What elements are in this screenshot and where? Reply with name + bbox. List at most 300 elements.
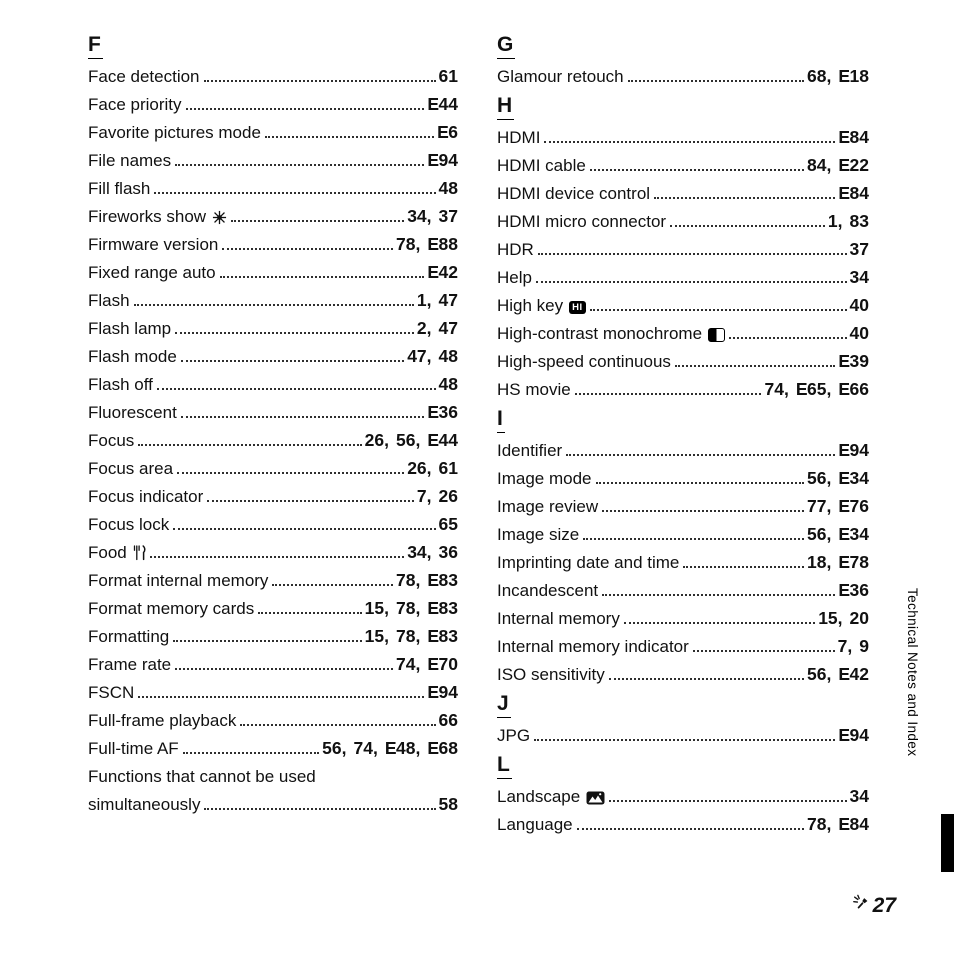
page-ref: 78 bbox=[396, 626, 416, 646]
page-refs bbox=[807, 496, 869, 517]
dot-leader bbox=[590, 309, 847, 311]
page-refs bbox=[396, 234, 458, 255]
section-letter: J bbox=[497, 693, 511, 718]
page-ref: E70 bbox=[427, 654, 458, 674]
ref-separator: , bbox=[783, 379, 789, 399]
dot-leader bbox=[265, 136, 434, 138]
ref-separator: , bbox=[826, 552, 832, 572]
entry-label: HDMI device control bbox=[497, 183, 651, 203]
page-ref: 68 bbox=[807, 66, 827, 86]
reference-section-icon: E bbox=[838, 814, 850, 834]
technical-notes-page-icon bbox=[852, 894, 870, 918]
index-entry-row bbox=[497, 657, 869, 685]
dot-leader bbox=[602, 510, 804, 512]
dot-leader bbox=[157, 388, 436, 390]
ref-separator: , bbox=[384, 626, 389, 646]
dot-leader bbox=[154, 192, 435, 194]
page-ref: 9 bbox=[859, 636, 869, 656]
index-entry-row bbox=[88, 59, 458, 87]
dot-leader bbox=[175, 668, 393, 670]
page-ref: 36 bbox=[438, 542, 458, 562]
index-entry-row bbox=[88, 283, 458, 311]
page-ref: E94 bbox=[838, 440, 869, 460]
page-ref: 40 bbox=[849, 323, 869, 343]
index-entry-row bbox=[88, 731, 458, 759]
entry-label: Landscape bbox=[497, 786, 581, 806]
ref-separator: , bbox=[426, 206, 432, 226]
dot-leader bbox=[258, 612, 361, 614]
dot-leader bbox=[590, 169, 804, 171]
entry-label: Firmware version bbox=[88, 234, 219, 254]
reference-section-icon: E bbox=[838, 496, 850, 516]
index-entry-row bbox=[88, 507, 458, 535]
dot-leader bbox=[240, 724, 435, 726]
reference-section-icon: E bbox=[838, 725, 850, 745]
dot-leader bbox=[181, 416, 425, 418]
entry-label: High-speed continuous bbox=[497, 351, 671, 371]
page-refs bbox=[427, 94, 458, 115]
page-refs bbox=[838, 636, 869, 657]
page-refs bbox=[407, 542, 458, 563]
entry-label: Image review bbox=[497, 496, 599, 516]
page-refs bbox=[439, 514, 458, 535]
page-ref: 37 bbox=[438, 206, 458, 226]
ref-separator: , bbox=[426, 542, 432, 562]
reference-section-icon: E bbox=[838, 379, 850, 399]
entry-label: Fixed range auto bbox=[88, 262, 216, 282]
index-entry-row bbox=[497, 601, 869, 629]
index-entry-row bbox=[88, 87, 458, 115]
page-ref: E22 bbox=[838, 155, 869, 175]
ref-separator: , bbox=[415, 738, 421, 758]
page-refs bbox=[396, 654, 458, 675]
ref-separator: , bbox=[826, 155, 832, 175]
page-ref: 74 bbox=[764, 379, 784, 399]
page-ref: 34 bbox=[849, 786, 869, 806]
dot-leader bbox=[204, 808, 435, 810]
ref-separator: , bbox=[384, 598, 389, 618]
page-refs bbox=[396, 570, 458, 591]
page-refs bbox=[850, 239, 869, 260]
entry-label: Focus indicator bbox=[88, 486, 204, 506]
section-heading bbox=[497, 746, 869, 779]
page-refs bbox=[407, 206, 458, 227]
page-refs bbox=[807, 552, 869, 573]
page-ref: E94 bbox=[838, 725, 869, 745]
dot-leader bbox=[231, 220, 404, 222]
index-entry-row bbox=[88, 619, 458, 647]
index-entry-row bbox=[497, 176, 869, 204]
dot-leader bbox=[596, 482, 805, 484]
page-ref: E84 bbox=[838, 127, 869, 147]
page-ref: 26 bbox=[364, 430, 385, 450]
entry-label: Image size bbox=[497, 524, 580, 544]
entry-label: FSCN bbox=[88, 682, 135, 702]
page-ref: 61 bbox=[438, 66, 458, 86]
reference-section-icon: E bbox=[384, 738, 396, 758]
entry-label: Full-frame playback bbox=[88, 710, 237, 730]
reference-section-icon: E bbox=[427, 94, 439, 114]
entry-label: Help bbox=[497, 267, 532, 287]
index-entry-row bbox=[88, 199, 458, 227]
page-refs bbox=[850, 786, 869, 807]
ref-separator: , bbox=[826, 66, 832, 86]
page-ref: 77 bbox=[807, 496, 827, 516]
reference-section-icon: E bbox=[437, 122, 449, 142]
dot-leader bbox=[675, 365, 835, 367]
dot-leader bbox=[134, 304, 414, 306]
ref-separator: , bbox=[826, 379, 832, 399]
page-ref: E68 bbox=[427, 738, 458, 758]
chapter-tab-marker bbox=[941, 814, 954, 872]
page-ref: E42 bbox=[838, 664, 869, 684]
index-entry-row bbox=[497, 461, 869, 489]
index-entry-row bbox=[88, 563, 458, 591]
dot-leader bbox=[575, 393, 762, 395]
page-refs bbox=[437, 122, 458, 143]
dot-leader bbox=[138, 696, 424, 698]
ref-separator: , bbox=[415, 654, 421, 674]
index-entry-row bbox=[497, 288, 869, 316]
entry-label: Format memory cards bbox=[88, 598, 255, 618]
index-entry-row bbox=[497, 260, 869, 288]
entry-label: File names bbox=[88, 150, 172, 170]
dot-leader bbox=[138, 444, 361, 446]
entry-label: High key bbox=[497, 295, 564, 315]
entry-label: Fireworks show bbox=[88, 206, 207, 226]
page-ref: 2 bbox=[416, 318, 427, 338]
dot-leader bbox=[628, 80, 804, 82]
index-entry-row bbox=[88, 367, 458, 395]
entry-label: Frame rate bbox=[88, 654, 172, 674]
section-letter: G bbox=[497, 34, 515, 59]
index-entry-row bbox=[88, 339, 458, 367]
index-entry-row bbox=[497, 718, 869, 746]
index-entry-row bbox=[88, 535, 458, 563]
page-ref: 78 bbox=[396, 570, 416, 590]
entry-label: Image mode bbox=[497, 468, 592, 488]
dot-leader bbox=[729, 337, 847, 339]
page-refs bbox=[838, 440, 869, 461]
ref-separator: , bbox=[415, 570, 421, 590]
page-ref: 48 bbox=[438, 178, 458, 198]
dot-leader bbox=[538, 253, 847, 255]
index-entry-row bbox=[88, 703, 458, 731]
page-ref: E6 bbox=[437, 122, 458, 142]
page-ref: 15 bbox=[364, 598, 385, 618]
page-ref: E44 bbox=[427, 94, 458, 114]
page-ref: 78 bbox=[396, 598, 416, 618]
index-entry-row bbox=[497, 232, 869, 260]
index-entry-row bbox=[88, 787, 458, 815]
dot-leader bbox=[683, 566, 804, 568]
page-ref: 7 bbox=[837, 636, 848, 656]
page-ref: 66 bbox=[438, 710, 458, 730]
index-entry-row bbox=[88, 311, 458, 339]
page-refs bbox=[439, 374, 458, 395]
entry-label: Flash lamp bbox=[88, 318, 172, 338]
page-refs bbox=[365, 626, 458, 647]
page-ref: 40 bbox=[849, 295, 869, 315]
landscape-icon bbox=[586, 791, 605, 805]
page-refs bbox=[838, 127, 869, 148]
index-column-left bbox=[88, 26, 458, 815]
page-ref: E34 bbox=[838, 468, 869, 488]
index-entry-row bbox=[497, 489, 869, 517]
dot-leader bbox=[670, 225, 825, 227]
dot-leader bbox=[150, 556, 404, 558]
reference-section-icon: E bbox=[838, 127, 850, 147]
fireworks-icon bbox=[212, 210, 227, 225]
page-ref: 48 bbox=[438, 346, 458, 366]
ref-separator: , bbox=[826, 524, 832, 544]
page-number-text: 27 bbox=[872, 894, 896, 917]
reference-section-icon: E bbox=[838, 155, 850, 175]
entry-label: Flash mode bbox=[88, 346, 177, 366]
page-ref: 20 bbox=[849, 608, 869, 628]
ref-separator: , bbox=[415, 430, 421, 450]
ref-separator: , bbox=[426, 458, 432, 478]
page-refs bbox=[322, 738, 458, 759]
ref-separator: , bbox=[826, 468, 832, 488]
page-ref: 58 bbox=[438, 794, 458, 814]
index-entry-row bbox=[497, 148, 869, 176]
dot-leader bbox=[609, 800, 846, 802]
page-refs bbox=[838, 725, 869, 746]
entry-label: HDMI bbox=[497, 127, 541, 147]
ref-separator: , bbox=[341, 738, 347, 758]
entry-label: Fluorescent bbox=[88, 402, 177, 422]
page-ref: 34 bbox=[849, 267, 869, 287]
page-refs bbox=[807, 814, 869, 835]
entry-label: Internal memory indicator bbox=[497, 636, 689, 656]
section-heading bbox=[497, 685, 869, 718]
reference-section-icon: E bbox=[427, 570, 439, 590]
reference-section-icon: E bbox=[838, 66, 850, 86]
index-entry-row bbox=[88, 395, 458, 423]
page-ref: E76 bbox=[838, 496, 869, 516]
dot-leader bbox=[624, 622, 815, 624]
page-refs bbox=[838, 580, 869, 601]
index-entry-row bbox=[497, 316, 869, 344]
reference-section-icon: E bbox=[838, 552, 850, 572]
entry-label: Focus lock bbox=[88, 514, 170, 534]
index-entry-row bbox=[88, 423, 458, 451]
page-ref: E83 bbox=[427, 626, 458, 646]
index-entry-row bbox=[497, 573, 869, 601]
ref-separator: , bbox=[426, 346, 432, 366]
page-refs bbox=[807, 155, 869, 176]
dot-leader bbox=[177, 472, 404, 474]
page-refs bbox=[838, 183, 869, 204]
dot-leader bbox=[181, 360, 404, 362]
ref-separator: , bbox=[837, 211, 843, 231]
page-refs bbox=[417, 290, 458, 311]
page-ref: 34 bbox=[407, 206, 427, 226]
entry-label: Identifier bbox=[497, 440, 563, 460]
ref-separator: , bbox=[826, 664, 832, 684]
page-ref: 74 bbox=[396, 654, 416, 674]
page-refs bbox=[417, 318, 458, 339]
section-letter: F bbox=[88, 34, 103, 59]
ref-separator: , bbox=[415, 626, 421, 646]
page-number bbox=[852, 894, 896, 918]
page-ref: E66 bbox=[838, 379, 869, 399]
page-refs bbox=[807, 66, 869, 87]
page-refs bbox=[439, 66, 458, 87]
reference-section-icon: E bbox=[427, 430, 439, 450]
page-ref: 56 bbox=[396, 430, 416, 450]
entry-label: Flash bbox=[88, 290, 130, 310]
index-entry-row bbox=[497, 372, 869, 400]
section-letter: L bbox=[497, 754, 512, 779]
index-entry-row bbox=[88, 171, 458, 199]
dot-leader bbox=[609, 678, 804, 680]
section-letter: I bbox=[497, 408, 505, 433]
index-entry-row bbox=[88, 647, 458, 675]
page-ref: E48 bbox=[384, 738, 416, 758]
page-ref: 1 bbox=[416, 290, 427, 310]
index-entry-row bbox=[88, 227, 458, 255]
index-entry-row bbox=[88, 591, 458, 619]
page-refs bbox=[764, 379, 869, 400]
dot-leader bbox=[220, 276, 425, 278]
reference-section-icon: E bbox=[838, 440, 850, 460]
page-ref: 83 bbox=[849, 211, 869, 231]
entry-label: Imprinting date and time bbox=[497, 552, 680, 572]
dot-leader bbox=[173, 640, 361, 642]
page-ref: E44 bbox=[427, 430, 458, 450]
index-entry-row bbox=[88, 759, 458, 787]
section-heading bbox=[497, 87, 869, 120]
dot-leader bbox=[534, 739, 835, 741]
high-contrast-monochrome-icon bbox=[708, 328, 725, 342]
page-refs bbox=[365, 430, 458, 451]
page-ref: E36 bbox=[838, 580, 869, 600]
page-ref: 26 bbox=[438, 486, 458, 506]
dot-leader bbox=[204, 80, 436, 82]
ref-separator: , bbox=[826, 814, 832, 834]
index-entry-row bbox=[497, 779, 869, 807]
ref-separator: , bbox=[415, 598, 421, 618]
page-ref: E42 bbox=[427, 262, 458, 282]
index-column-right bbox=[497, 26, 869, 835]
index-entry-row bbox=[88, 451, 458, 479]
page-ref: E34 bbox=[838, 524, 869, 544]
entry-label: HDMI cable bbox=[497, 155, 586, 175]
page-ref: E36 bbox=[427, 402, 458, 422]
high-key-icon: HI bbox=[569, 301, 586, 315]
index-entry-row bbox=[88, 479, 458, 507]
index-entry-row bbox=[88, 143, 458, 171]
page-ref: E84 bbox=[838, 183, 869, 203]
sidebar-chapter-label: Technical Notes and Index bbox=[905, 588, 920, 757]
entry-label: simultaneously bbox=[88, 794, 201, 814]
page-refs bbox=[407, 458, 458, 479]
food-icon bbox=[133, 545, 146, 561]
page-ref: 48 bbox=[438, 374, 458, 394]
ref-separator: , bbox=[415, 234, 421, 254]
ref-separator: , bbox=[426, 318, 432, 338]
page-refs bbox=[407, 346, 458, 367]
page-ref: E83 bbox=[427, 570, 458, 590]
entry-label: Full-time AF bbox=[88, 738, 179, 758]
dot-leader bbox=[183, 752, 319, 754]
entry-label: Favorite pictures mode bbox=[88, 122, 261, 142]
index-entry-row bbox=[88, 115, 458, 143]
ref-separator: , bbox=[372, 738, 378, 758]
entry-label: Flash off bbox=[88, 374, 153, 394]
reference-section-icon: E bbox=[838, 580, 850, 600]
page-ref: E65 bbox=[795, 379, 827, 399]
dot-leader bbox=[602, 594, 835, 596]
page-refs bbox=[807, 468, 869, 489]
page-ref: 56 bbox=[807, 664, 827, 684]
dot-leader bbox=[173, 528, 435, 530]
entry-label: Focus bbox=[88, 430, 135, 450]
dot-leader bbox=[222, 248, 393, 250]
page-ref: 61 bbox=[438, 458, 458, 478]
page-refs bbox=[439, 710, 458, 731]
page-refs bbox=[850, 267, 869, 288]
entry-label: HS movie bbox=[497, 379, 571, 399]
page-ref: 47 bbox=[407, 346, 427, 366]
ref-separator: , bbox=[847, 636, 853, 656]
index-entry-row bbox=[497, 344, 869, 372]
page-ref: E18 bbox=[838, 66, 869, 86]
reference-section-icon: E bbox=[427, 598, 439, 618]
page-ref: 7 bbox=[416, 486, 427, 506]
index-entry-row bbox=[497, 120, 869, 148]
page-refs bbox=[818, 608, 869, 629]
page-refs bbox=[807, 664, 869, 685]
page-ref: 15 bbox=[818, 608, 838, 628]
page-refs bbox=[427, 150, 458, 171]
dot-leader bbox=[654, 197, 835, 199]
entry-label: Glamour retouch bbox=[497, 66, 624, 86]
dot-leader bbox=[693, 650, 835, 652]
entry-label: ISO sensitivity bbox=[497, 664, 605, 684]
dot-leader bbox=[175, 332, 414, 334]
entry-label: HDR bbox=[497, 239, 534, 259]
page-refs bbox=[838, 351, 869, 372]
page-ref: E94 bbox=[427, 682, 458, 702]
reference-section-icon: E bbox=[838, 468, 850, 488]
entry-label: Internal memory bbox=[497, 608, 620, 628]
index-entry-row bbox=[497, 629, 869, 657]
dot-leader bbox=[186, 108, 425, 110]
page-ref: 74 bbox=[353, 738, 373, 758]
entry-label: JPG bbox=[497, 725, 531, 745]
page-ref: 47 bbox=[438, 318, 458, 338]
dot-leader bbox=[175, 164, 424, 166]
index-entry-row bbox=[497, 807, 869, 835]
page-ref: 47 bbox=[438, 290, 458, 310]
dot-leader bbox=[583, 538, 804, 540]
ref-separator: , bbox=[426, 290, 432, 310]
entry-label: Face detection bbox=[88, 66, 200, 86]
page-refs bbox=[439, 178, 458, 199]
entry-label: Functions that cannot be used bbox=[88, 766, 316, 786]
entry-label: Focus area bbox=[88, 458, 174, 478]
entry-label: Language bbox=[497, 814, 573, 834]
page-refs bbox=[850, 323, 869, 344]
page-refs bbox=[417, 486, 458, 507]
page-refs bbox=[850, 295, 869, 316]
page-ref: 37 bbox=[849, 239, 869, 259]
page-refs bbox=[807, 524, 869, 545]
page-ref: 78 bbox=[396, 234, 416, 254]
